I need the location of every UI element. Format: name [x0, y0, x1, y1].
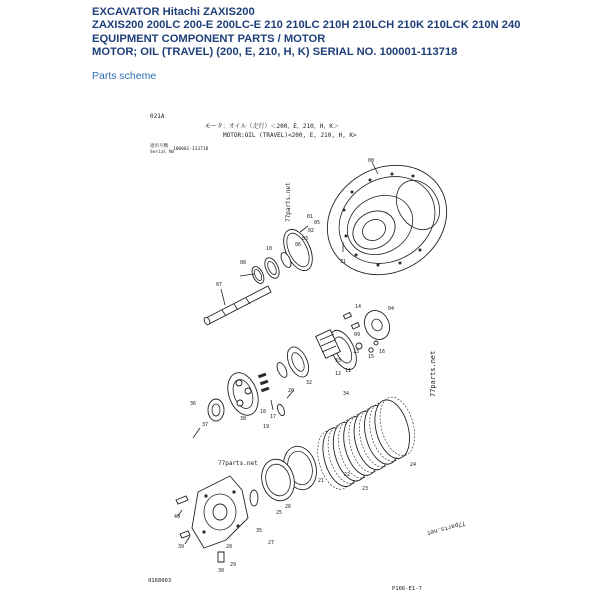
parts-diagram-svg: [130, 100, 475, 595]
watermark-annotation-1: 77parts.net: [285, 182, 292, 222]
header-line-part: MOTOR; OIL (TRAVEL) (200, E, 210, H, K) SERIAL NO. 100001-113718: [92, 46, 458, 59]
callout-33[interactable]: 33: [335, 358, 342, 364]
callout-27[interactable]: 27: [268, 540, 275, 546]
callout-40[interactable]: 40: [174, 514, 181, 520]
callout-39[interactable]: 39: [178, 544, 185, 550]
callout-30[interactable]: 30: [218, 568, 225, 574]
shoe-plate-17: [276, 403, 286, 416]
diagram-title-en: MOTOR:OIL (TRAVEL)<200, E, 210, H, K>: [223, 132, 357, 139]
watermark-annotation-4: 77parts.net: [425, 519, 467, 537]
callout-35[interactable]: 35: [256, 528, 263, 534]
header-line-models: ZAXIS200 200LC 200-E 200LC-E 210 210LC 210H 210LCH 210K 210LCK 210N 240: [92, 19, 521, 32]
friction-disc-stack: [312, 393, 421, 493]
page-header: [92, 6, 592, 60]
bearing-08: [250, 265, 267, 286]
callout-17[interactable]: 17: [270, 414, 277, 420]
callout-23[interactable]: 23: [362, 486, 369, 492]
callout-28[interactable]: 28: [226, 544, 233, 550]
callout-26[interactable]: 26: [285, 504, 292, 510]
watermark-annotation-2: 77parts.net: [429, 350, 437, 397]
serial-label-jp: 適用号機: [150, 144, 168, 149]
callout-11[interactable]: 11: [345, 368, 352, 374]
callout-07[interactable]: 07: [216, 282, 223, 288]
serial-label-en: Serial No: [150, 150, 175, 155]
callout-18[interactable]: 18: [260, 409, 267, 415]
callout-19[interactable]: 19: [263, 424, 270, 430]
ring-35: [250, 490, 258, 506]
callout-37[interactable]: 37: [202, 422, 209, 428]
callout-16[interactable]: 16: [379, 349, 386, 355]
output-shaft-07: [203, 286, 271, 326]
diagram-footer-right: P166-E1-7: [392, 586, 422, 592]
callout-15[interactable]: 15: [368, 354, 375, 360]
callout-03[interactable]: 03: [302, 236, 309, 242]
brake-piston: [257, 443, 321, 505]
callout-21[interactable]: 21: [318, 478, 325, 484]
callout-20[interactable]: 20: [288, 388, 295, 394]
diagram-footer-left: 9168003: [148, 578, 172, 584]
callout-34[interactable]: 34: [343, 391, 350, 397]
callout-13[interactable]: 13: [353, 349, 360, 355]
callout-31[interactable]: 31: [340, 259, 347, 265]
motor-housing: [307, 144, 466, 296]
end-cover: [192, 476, 248, 548]
callout-09[interactable]: 09: [354, 332, 361, 338]
diagram-page-code: 021A: [150, 113, 165, 120]
ring-10: [262, 255, 282, 280]
diagram-title-jp: モータ：オイル（走行）＜200，E，210，H，K＞: [205, 123, 339, 130]
parts-scheme-link[interactable]: Parts scheme: [92, 70, 157, 82]
header-line-machine: EXCAVATOR Hitachi ZAXIS200: [92, 6, 255, 18]
callout-02[interactable]: 02: [308, 228, 315, 234]
callout-24[interactable]: 24: [410, 462, 417, 468]
callout-01[interactable]: 01: [307, 214, 314, 220]
watermark-annotation-3: 77parts.net: [218, 460, 258, 467]
callout-12[interactable]: 12: [335, 371, 342, 377]
callout-08[interactable]: 08: [240, 260, 247, 266]
callout-38[interactable]: 38: [240, 416, 247, 422]
callout-10[interactable]: 10: [266, 246, 273, 252]
callout-36[interactable]: 36: [190, 401, 197, 407]
callout-32[interactable]: 32: [306, 380, 313, 386]
callout-05[interactable]: 05: [314, 220, 321, 226]
callout-22[interactable]: 22: [344, 472, 351, 478]
callout-29[interactable]: 29: [230, 562, 237, 568]
header-line-category: EQUIPMENT COMPONENT PARTS / MOTOR: [92, 32, 326, 45]
callout-04[interactable]: 04: [388, 306, 395, 312]
serial-value: 100001-113718: [173, 147, 209, 152]
callout-14[interactable]: 14: [355, 304, 362, 310]
callout-00[interactable]: 00: [368, 158, 375, 164]
callout-06[interactable]: 06: [295, 242, 302, 248]
callout-25[interactable]: 25: [276, 510, 283, 516]
parts-scheme-diagram[interactable]: [130, 100, 475, 595]
bearing-36: [208, 399, 224, 421]
